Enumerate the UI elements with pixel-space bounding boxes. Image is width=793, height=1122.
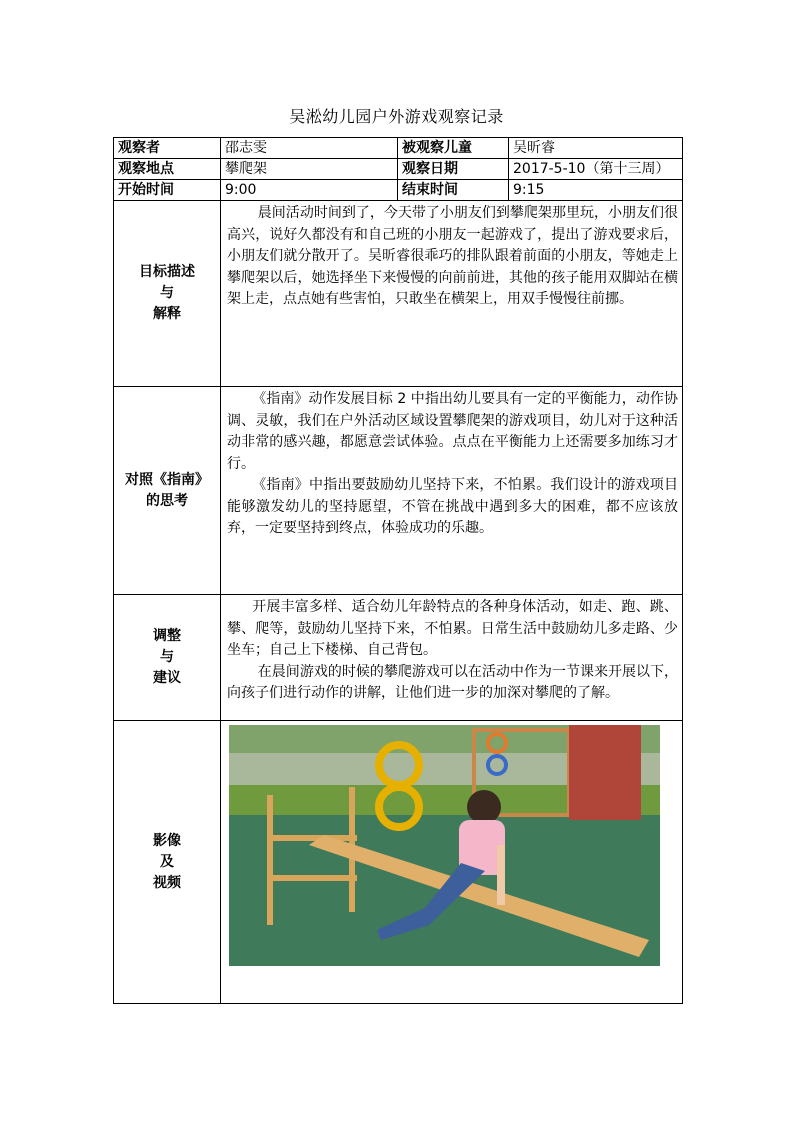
end-label: 结束时间 [398, 180, 509, 201]
goal-text-cell [221, 201, 683, 387]
date-label: 观察日期 [398, 159, 509, 180]
media-label-line1: 影像 [153, 832, 181, 849]
row-place [114, 159, 683, 180]
adjust-label-line2: 与 [160, 649, 174, 665]
playground-photo [229, 725, 660, 966]
row-observer [114, 138, 683, 159]
child-label: 被观察儿童 [398, 138, 509, 159]
photo-child-arm [497, 845, 505, 905]
observer-value: 邵志雯 [221, 138, 398, 159]
photo-chair-rail [267, 835, 357, 841]
media-label [114, 721, 221, 1004]
goal-text: 晨间活动时间到了，今天带了小朋友们到攀爬架那里玩，小朋友们很高兴，说好久都没有和自己班的小朋友一起游戏了，提出了游戏要求后，小朋友们就分散开了。吴昕睿很乖巧的排队跟着前面的小朋友，等她走上攀爬架以后，她选择坐下来慢慢的向前前进，其他的孩子能用双脚站在横架上走，点点她有些害怕，只敢坐在横架上，用双手慢慢往前挪。 [227, 205, 678, 307]
row-time [114, 180, 683, 201]
observer-label: 观察者 [114, 138, 221, 159]
adjust-para-2: 在晨间游戏的时候的攀爬游戏可以在活动中作为一节课来开展以下，向孩子们进行动作的讲解，让他们进一步的加深对攀爬的了解。 [227, 663, 678, 701]
adjust-label-line1: 调整 [153, 628, 181, 644]
photo-child-head [467, 790, 501, 824]
guide-para-1: 《指南》动作发展目标 2 中指出幼儿要具有一定的平衡能力，动作协调、灵敏，我们在户外活动区域设置攀爬架的游戏项目，幼儿对于这种活动非常的感兴趣，都愿意尝试体验。点点在平衡能力上还需要多加练习才行。 [227, 391, 678, 472]
guide-para-2: 《指南》中指出要鼓励幼儿坚持下来，不怕累。我们设计的游戏项目能够激发幼儿的坚持愿望，不管在挑战中遇到多大的困难，都不应该放弃，一定要坚持到终点，体验成功的乐趣。 [227, 477, 678, 536]
photo-climbing-wall [569, 725, 641, 820]
row-goal [114, 201, 683, 387]
guide-text-cell [221, 387, 683, 595]
guide-label [114, 387, 221, 595]
goal-label [114, 201, 221, 387]
goal-label-line2: 与 [160, 285, 174, 301]
child-value: 吴昕睿 [509, 138, 683, 159]
date-value: 2017-5-10（第十三周） [509, 159, 683, 180]
adjust-text-cell [221, 595, 683, 721]
goal-label-line1: 目标描述 [139, 264, 195, 280]
place-label: 观察地点 [114, 159, 221, 180]
row-adjust [114, 595, 683, 721]
start-label: 开始时间 [114, 180, 221, 201]
photo-chair-post [267, 795, 273, 925]
observation-table [113, 137, 683, 1004]
adjust-label [114, 595, 221, 721]
adjust-label-line3: 建议 [153, 670, 181, 686]
media-cell [221, 721, 683, 1004]
goal-label-line3: 解释 [153, 306, 181, 322]
media-label-line2: 及 [160, 853, 174, 870]
adjust-para-1: 开展丰富多样、适合幼儿年龄特点的各种身体活动，如走、跑、跳、攀、爬等，鼓励幼儿坚持下来，不怕累。日常生活中鼓励幼儿多走路、少坐车；自己上下楼梯、自己背包。 [227, 599, 678, 658]
start-value: 9:00 [221, 180, 398, 201]
row-media [114, 721, 683, 1004]
guide-label-line2: 的思考 [146, 492, 188, 509]
guide-label-line1: 对照《指南》 [125, 471, 209, 488]
page-title: 吴淞幼儿园户外游戏观察记录 [289, 107, 504, 126]
row-guide [114, 387, 683, 595]
media-label-line3: 视频 [153, 874, 181, 891]
end-value: 9:15 [509, 180, 683, 201]
place-value: 攀爬架 [221, 159, 398, 180]
photo-chair-rail [267, 875, 357, 881]
